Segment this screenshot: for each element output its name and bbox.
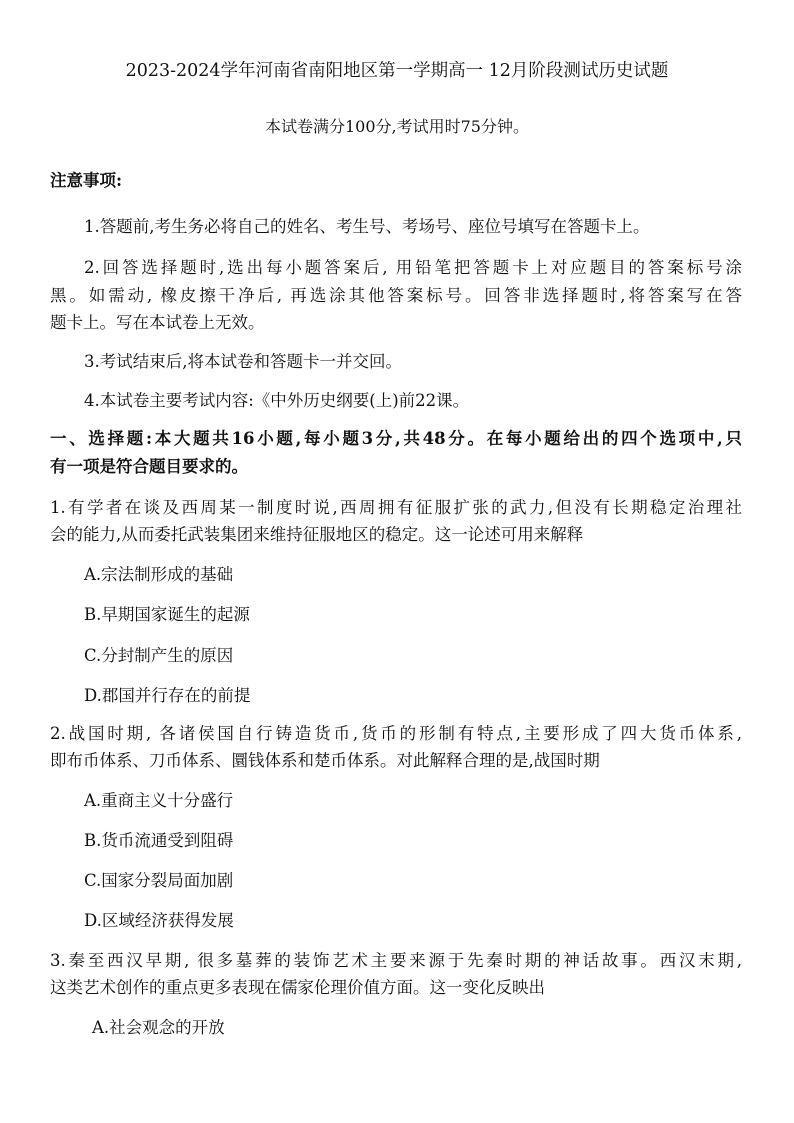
notice-heading: 注意事项: bbox=[50, 171, 123, 190]
section-heading-line-2: 有一项是符合题目要求的。 bbox=[50, 457, 248, 476]
section-heading-line-1: 一、选择题:本大题共16小题,每小题3分,共48分。在每小题给出的四个选项中,只 bbox=[50, 429, 742, 448]
question-1-line-1: 1.有学者在谈及西周某一制度时说,西周拥有征服扩张的武力,但没有长期稳定治理社 bbox=[50, 498, 742, 517]
question-2-option-c: C.国家分裂局面加剧 bbox=[84, 871, 234, 890]
question-2-line-1: 2.战国时期, 各诸侯国自行铸造货币,货币的形制有特点,主要形成了四大货币体系, bbox=[50, 724, 742, 743]
question-1-option-a: A.宗法制形成的基础 bbox=[84, 565, 234, 584]
exam-title: 2023-2024学年河南省南阳地区第一学期高一 12月阶段测试历史试题 bbox=[125, 61, 669, 81]
question-1-line-2: 会的能力,从而委托武装集团来维持征服地区的稳定。这一论述可用来解释 bbox=[50, 525, 584, 544]
notice-item-4: 4.本试卷主要考试内容:《中外历史纲要(上)前22课。 bbox=[84, 391, 470, 410]
notice-item-3: 3.考试结束后,将本试卷和答题卡一并交回。 bbox=[84, 352, 402, 371]
question-2-option-a: A.重商主义十分盛行 bbox=[84, 791, 234, 810]
notice-item-1: 1.答题前,考生务必将自己的姓名、考生号、考场号、座位号填写在答题卡上。 bbox=[84, 217, 650, 236]
question-3-option-a: A.社会观念的开放 bbox=[92, 1018, 225, 1037]
question-3-line-1: 3.秦至西汉早期, 很多墓葬的装饰艺术主要来源于先秦时期的神话故事。西汉末期, bbox=[50, 951, 742, 970]
notice-item-2-line-3: 题卡上。写在本试卷上无效。 bbox=[50, 313, 265, 332]
exam-subtitle: 本试卷满分100分,考试用时75分钟。 bbox=[265, 117, 529, 136]
question-1-option-c: C.分封制产生的原因 bbox=[84, 646, 234, 665]
question-2-option-b: B.货币流通受到阻碍 bbox=[84, 831, 234, 850]
question-1-option-d: D.郡国并行存在的前提 bbox=[84, 686, 251, 705]
notice-item-2-line-1: 2.回答选择题时,选出每小题答案后, 用铅笔把答题卡上对应题目的答案标号涂 bbox=[84, 258, 742, 277]
question-2-option-d: D.区域经济获得发展 bbox=[84, 911, 234, 930]
question-3-line-2: 这类艺术创作的重点更多表现在儒家伦理价值方面。这一变化反映出 bbox=[50, 978, 545, 997]
question-2-line-2: 即布币体系、刀币体系、圜钱体系和楚币体系。对此解释合理的是,战国时期 bbox=[50, 751, 600, 770]
notice-item-2-line-2: 黑。如需动, 橡皮擦干净后, 再选涂其他答案标号。回答非选择题时,将答案写在答 bbox=[50, 286, 742, 305]
question-1-option-b: B.早期国家诞生的起源 bbox=[84, 605, 250, 624]
